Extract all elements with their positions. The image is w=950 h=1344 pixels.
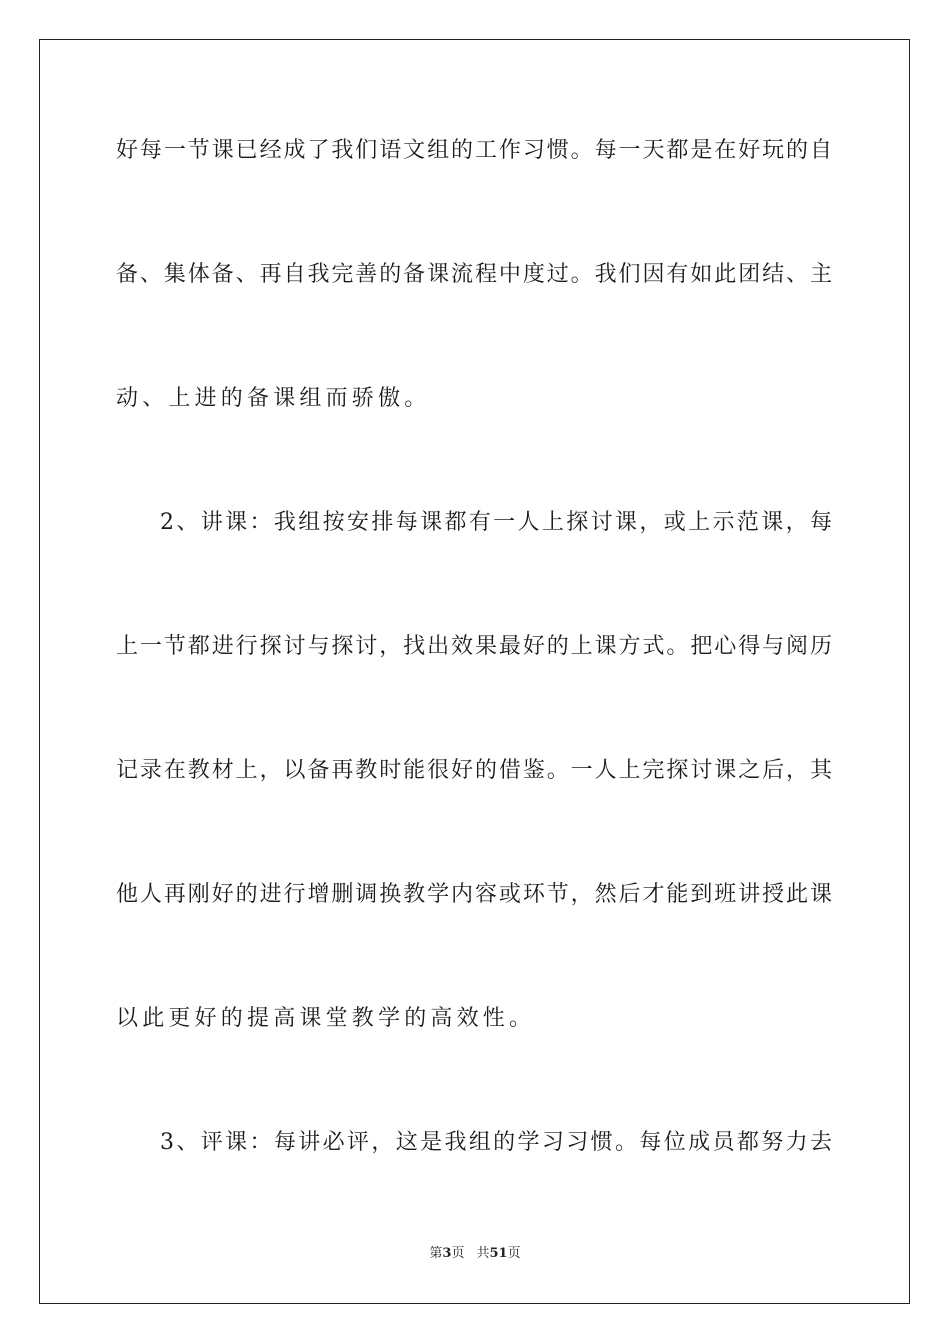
footer-total-suffix: 页 — [507, 1246, 521, 1261]
footer-total-number: 51 — [489, 1246, 508, 1261]
text-line-3: 动、上进的备课组而骄傲。 — [116, 386, 431, 411]
text-line-5: 上一节都进行探讨与探讨，找出效果最好的上课方式。把心得与阅历 — [116, 634, 832, 659]
text-line-1: 好每一节课已经成了我们语文组的工作习惯。每一天都是在好玩的自 — [116, 138, 832, 163]
footer-total-prefix: 共 — [476, 1246, 490, 1261]
text-line-2: 备、集体备、再自我完善的备课流程中度过。我们因有如此团结、主 — [116, 262, 832, 287]
page-border — [39, 39, 910, 1304]
footer-page-number: 3 — [442, 1246, 452, 1261]
text-line-6: 记录在教材上，以备再教时能很好的借鉴。一人上完探讨课之后，其 — [116, 758, 832, 783]
text-line-8: 以此更好的提高课堂教学的高效性。 — [116, 1006, 536, 1031]
footer-page-prefix: 第 — [429, 1246, 443, 1261]
text-line-7: 他人再刚好的进行增删调换教学内容或环节，然后才能到班讲授此课 — [116, 882, 832, 907]
text-line-9: 3、评课：每讲必评，这是我组的学习习惯。每位成员都努力去 — [160, 1130, 832, 1155]
page-footer — [0, 1245, 950, 1263]
footer-page-suffix: 页 — [451, 1246, 465, 1261]
text-line-4: 2、讲课：我组按安排每课都有一人上探讨课，或上示范课，每 — [160, 510, 832, 535]
